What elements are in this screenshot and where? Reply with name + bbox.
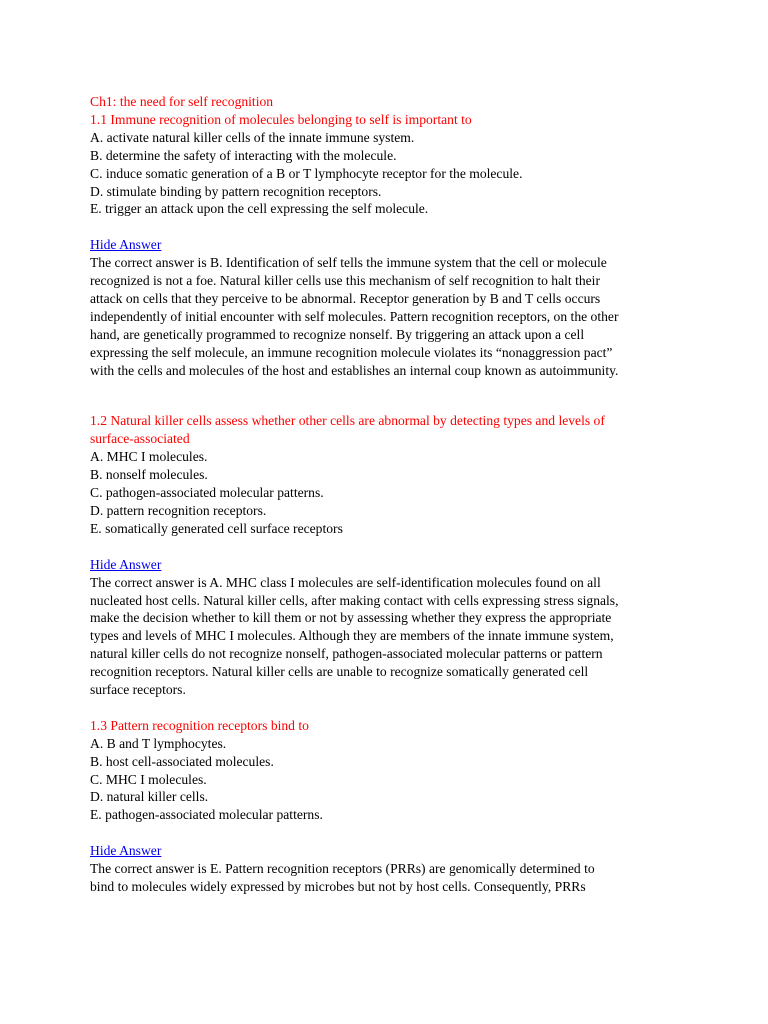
answer-line: bind to molecules widely expressed by microbes but not by host cells. Consequently, PRRs xyxy=(90,879,586,894)
hide-answer-link[interactable]: Hide Answer xyxy=(90,556,162,572)
document-page xyxy=(90,93,690,896)
question-block-1-1 xyxy=(90,111,690,380)
answer-line: types and levels of MHC I molecules. Although they are members of the innate immune system, xyxy=(90,628,614,644)
question-text: 1.1 Immune recognition of molecules belonging to self is important to xyxy=(90,111,472,127)
answer-line: with the cells and molecules of the host and establishes an internal coup known as autoimmunity. xyxy=(90,362,619,378)
option-b: B. determine the safety of interacting with the molecule. xyxy=(90,147,397,163)
question-text: 1.2 Natural killer cells assess whether other cells are abnormal by detecting types and levels of xyxy=(90,413,605,429)
answer-line: nucleated host cells. Natural killer cells, after making contact with cells expressing stress signals, xyxy=(90,592,619,608)
answer-line: independently of initial encounter with self molecules. Pattern recognition receptors, on the other xyxy=(90,308,619,324)
chapter-title: Ch1: the need for self recognition xyxy=(90,94,274,109)
answer-line: The correct answer is E. Pattern recognition receptors (PRRs) are genomically determined to xyxy=(90,861,595,877)
answer-line: surface receptors. xyxy=(90,682,186,698)
answer-explanation xyxy=(90,574,690,699)
option-b: B. nonself molecules. xyxy=(90,467,208,483)
option-a: A. MHC I molecules. xyxy=(90,449,208,465)
answer-explanation xyxy=(90,254,690,379)
answer-line: attack on cells that they perceive to be abnormal. Receptor generation by B and T cells occurs xyxy=(90,290,601,306)
answer-line: The correct answer is B. Identification of self tells the immune system that the cell or molecule xyxy=(90,255,607,271)
option-e: E. trigger an attack upon the cell expressing the self molecule. xyxy=(90,201,429,217)
option-e: E. somatically generated cell surface receptors xyxy=(90,520,343,536)
option-d: D. pattern recognition receptors. xyxy=(90,503,267,519)
answer-line: The correct answer is A. MHC class I molecules are self-identification molecules found on all xyxy=(90,574,601,590)
option-c: C. induce somatic generation of a B or T lymphocyte receptor for the molecule. xyxy=(90,165,523,181)
answer-line: hand, are genetically programmed to recognize nonself. By triggering an attack upon a cell xyxy=(90,326,585,342)
option-d: D. stimulate binding by pattern recognition receptors. xyxy=(90,183,382,199)
option-d: D. natural killer cells. xyxy=(90,789,209,805)
option-c: C. pathogen-associated molecular patterns. xyxy=(90,485,324,501)
option-a: A. activate natural killer cells of the innate immune system. xyxy=(90,129,415,145)
option-e: E. pathogen-associated molecular patterns. xyxy=(90,807,323,823)
answer-line: recognized is not a foe. Natural killer cells use this mechanism of self recognition to halt their xyxy=(90,273,600,289)
answer-line: recognition receptors. Natural killer cells are unable to recognize somatically generated cell xyxy=(90,664,589,680)
option-c: C. MHC I molecules. xyxy=(90,771,207,787)
hide-answer-link[interactable]: Hide Answer xyxy=(90,237,162,253)
option-a: A. B and T lymphocytes. xyxy=(90,735,227,751)
question-text: surface-associated xyxy=(90,431,190,447)
question-text: 1.3 Pattern recognition receptors bind to xyxy=(90,717,309,733)
option-b: B. host cell-associated molecules. xyxy=(90,753,274,769)
answer-line: expressing the self molecule, an immune recognition molecule violates its “nonaggression pact” xyxy=(90,344,613,360)
answer-line: natural killer cells do not recognize nonself, pathogen-associated molecular patterns or pattern xyxy=(90,646,603,662)
hide-answer-link[interactable]: Hide Answer xyxy=(90,843,162,859)
answer-explanation xyxy=(90,860,690,896)
question-block-1-2 xyxy=(90,412,690,698)
answer-line: make the decision whether to kill them or not by assessing whether they express the appropriate xyxy=(90,610,612,626)
question-block-1-3 xyxy=(90,717,690,896)
